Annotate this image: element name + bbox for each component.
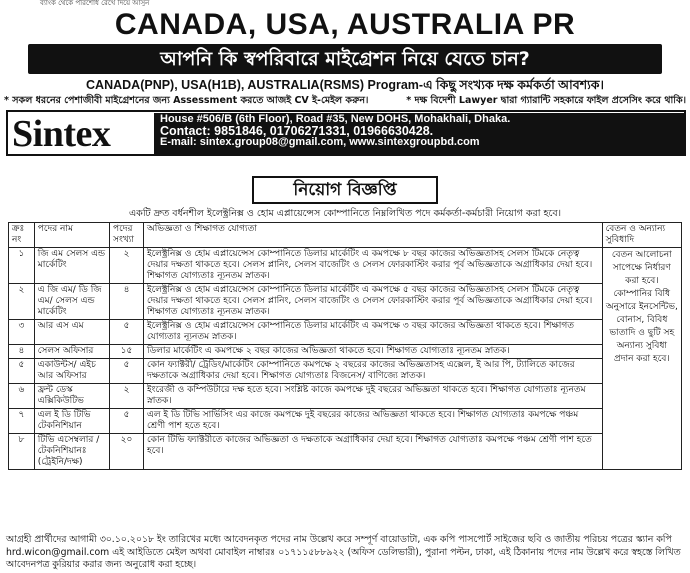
table-row (9, 384, 682, 409)
row-count: ৫ (110, 359, 144, 384)
contact-block (154, 113, 684, 154)
ad-banner: আপনি কি স্বপরিবারে মাইগ্রেশন নিয়ে যেতে চান? (28, 44, 662, 74)
row-sl: ২ (9, 284, 35, 320)
row-desc: এল ই ডি টিভি সার্ভিসিং এর কাজে কমপক্ষে দুই বছরের কাজের অভিজ্ঞতা থাকতে হবে। শিক্ষাগত যোগ্যতাঃ কমপক্ষে পঞ্চম শ্রেণী পাশ হতে হবে। (144, 409, 603, 434)
row-sl: ৮ (9, 434, 35, 470)
row-sl: ৫ (9, 359, 35, 384)
row-count: ৫ (110, 320, 144, 345)
table-header-row (9, 223, 682, 248)
row-count: ১৫ (110, 345, 144, 359)
program-line: CANADA(PNP), USA(H1B), AUSTRALIA(RSMS) Program-এ কিছু সংখ্যক দক্ষ কর্মকর্তা আবশ্যক। (86, 78, 604, 92)
table-row (9, 320, 682, 345)
application-instructions: আগ্রহী প্রার্থীদের আগামী ৩০.১০.২০১৮ ইং তারিখের মধ্যে আবেদনকৃত পদের নাম উল্লেখ করে সম্পূর্ণ বায়োডাটা, এক কপি পাসপোর্ট সাইজের ছবি ও জাতীয় পরিচয় পত্রের স্ক্যান কপি hrd.wicon@gmail.com এই আইডিতে মেইল অথবা মোবাইল নাম্বারঃ ০১৭১১৫৮৮৯২২ (অফিস ডেলিভারী), পুরানা পল্টন, ঢাকা, এই ঠিকানায় পদের নাম উল্লেখ করে স্বহস্তে লিখিত আবেদনপত্র কুরিয়ার করার জন্য অনুরোধ করা হচ্ছে। (6, 534, 681, 570)
top-trim-text: ব্যাংক থেকে পরিশোধ রেখে দিয়ে আসুন (0, 0, 690, 6)
row-desc: কোন ফ্যাক্টরী/ ট্রেডিং/মার্কেটিং কোম্পানিতে কমপক্ষে ২ বছরের কাজের অভিজ্ঞতাসহ এক্সেল, ই আর পি, ট্যালিতে কাজের দক্ষতাকে অগ্রাধিকার দেয়া হবে। শিক্ষাগত যোগ্যতাঃ বিজনেস/ বাণিজ্যে স্নাতক। (144, 359, 603, 384)
header-count: পদের সংখ্যা (110, 223, 144, 248)
header-position: পদের নাম (34, 223, 109, 248)
row-desc: ইলেক্ট্রনিক্স ও হোম এপ্লায়েন্সেস কোম্পানিতে ডিলার মার্কেটিং এ কমপক্ষে ৮ বছর কাজের অভিজ্ঞতাসহ সেলস টিমকে নেতৃত্ব দেয়ার দক্ষতা থাকতে হবে। সেলস প্লানিং, সেলস বাজেটিং ও সেলস ফোরকাস্টিং করার পূর্ব অভিজ্ঞতাকে অগ্রাধিকার দেয়া হবে। শিক্ষাগত যোগ্যতাঃ ন্যূনতম স্নাতক। (144, 248, 603, 284)
sintex-logo: Sintex (12, 113, 111, 155)
table-row (9, 284, 682, 320)
row-sl: ৭ (9, 409, 35, 434)
row-position: এ জি এম/ ডি জি এম/ সেলস এন্ড মার্কেটিং (34, 284, 109, 320)
row-position: সেলস অফিসার (34, 345, 109, 359)
row-sl: ৬ (9, 384, 35, 409)
header-desc: অভিজ্ঞতা ও শিক্ষাগত যোগ্যতা (144, 223, 603, 248)
table-row (9, 434, 682, 470)
header-sl: ক্রঃ নং (9, 223, 35, 248)
row-count: ২ (110, 248, 144, 284)
row-position: ফ্রন্ট ডেস্ক এক্সিকিউটিভ (34, 384, 109, 409)
row-position: আর এস এম (34, 320, 109, 345)
row-count: ৪ (110, 284, 144, 320)
phone-line: Contact: 9851846, 01706271331, 01966630428. (160, 123, 434, 138)
table-row (9, 359, 682, 384)
assessment-note: * সকল ধরনের পেশাজীবী মাইগ্রেশনের জন্য Assessment করতে আজই CV ই-মেইল করুন। (4, 95, 369, 106)
email-line: E-mail: sintex.group08@gmail.com, www.sintexgroupbd.com (160, 136, 480, 149)
salary-benefits: বেতন আলোচনা সাপেক্ষে নির্ধারণ করা হবে। কোম্পানির বিধি অনুসারে ইনসেন্টিভ, বোনাস, বিবিধ ভাতাদি ও ছুটি সহ অন্যান্য সুবিধা প্রদান করা হবে। (602, 248, 681, 470)
migration-advertisement (0, 6, 690, 156)
row-desc: ইলেক্ট্রনিক্স ও হোম এপ্লায়েন্সেস কোম্পানিতে ডিলার মার্কেটিং এ কমপক্ষে ৫ বছর কাজের অভিজ্ঞতাসহ সেলস টিমকে নেতৃত্ব দেয়ার দক্ষতা থাকতে হবে। সেলস প্লানিং, সেলস বাজেটিং ও সেলস ফোরকাস্টিং করার পূর্ব অভিজ্ঞতাকে অগ্রাধিকার দেয়া হবে। শিক্ষাগত যোগ্যতাঃ ন্যূনতম স্নাতক। (144, 284, 603, 320)
ad-notes (4, 94, 686, 108)
lawyer-note: * দক্ষ বিদেশী Lawyer দ্বারা গ্যারান্টি সহকারে ফাইল প্রসেসিং করে থাকি। (406, 95, 686, 106)
row-position: এল ই ডি টিভি টেকনিশিয়ান (34, 409, 109, 434)
row-desc: ইংরেজী ও কম্পিউটারে দক্ষ হতে হবে। সংশ্লিষ্ট কাজে কমপক্ষে দুই বছরের অভিজ্ঞতা থাকতে হবে। শিক্ষাগত যোগ্যতাঃ ন্যূনতম স্নাতক। (144, 384, 603, 409)
notice-intro: একটি দ্রুত বর্ধনশীল ইলেক্ট্রনিক্স ও হোম এপ্লায়েন্সেস কোম্পানিতে নিম্নলিখিত পদে কর্মকর্তা-কর্মচারী নিয়োগ করা হবে। (128, 208, 562, 219)
row-sl: ৪ (9, 345, 35, 359)
notice-title: নিয়োগ বিজ্ঞপ্তি (252, 176, 438, 204)
row-sl: ৩ (9, 320, 35, 345)
row-count: ৫ (110, 409, 144, 434)
row-position: একাউন্টস/ এইচ আর অফিসার (34, 359, 109, 384)
address-line: House #506/B (6th Floor), Road #35, New DOHS, Mohakhali, Dhaka. (160, 113, 511, 125)
ad-headline: CANADA, USA, AUSTRALIA PR (114, 8, 576, 41)
table-row (9, 409, 682, 434)
sintex-box (6, 110, 686, 156)
row-position: জি এম সেলস এন্ড মার্কেটিং (34, 248, 109, 284)
row-desc: ইলেক্ট্রনিক্স ও হোম এপ্লায়েন্সেস কোম্পানিতে ডিলার মার্কেটিং এ কমপক্ষে ৩ বছর কাজের অভিজ্ঞতা থাকতে হবে। শিক্ষাগত যোগ্যতাঃ ন্যূনতম স্নাতক। (144, 320, 603, 345)
table-row (9, 248, 682, 284)
table-row (9, 345, 682, 359)
row-desc: কোন টিভি ফ্যাক্টরীতে কাজের অভিজ্ঞতা ও দক্ষতাকে অগ্রাধিকার দেয়া হবে। শিক্ষাগত যোগ্যতাঃ কমপক্ষে পঞ্চম শ্রেণী পাশ হতে হবে। (144, 434, 603, 470)
row-count: ২০ (110, 434, 144, 470)
row-sl: ১ (9, 248, 35, 284)
row-count: ২ (110, 384, 144, 409)
row-position: টিভি এসেম্বলার /টেকনিশিয়ানঃ (ট্রেইনি/দক্ষ) (34, 434, 109, 470)
jobs-table (8, 222, 682, 470)
row-desc: ডিলার মার্কেটিং এ কমপক্ষে ২ বছর কাজের অভিজ্ঞতা থাকতে হবে। শিক্ষাগত যোগ্যতাঃ ন্যূনতম স্নাতক। (144, 345, 603, 359)
header-salary: বেতন ও অন্যান্য সুবিধাদি (602, 223, 681, 248)
